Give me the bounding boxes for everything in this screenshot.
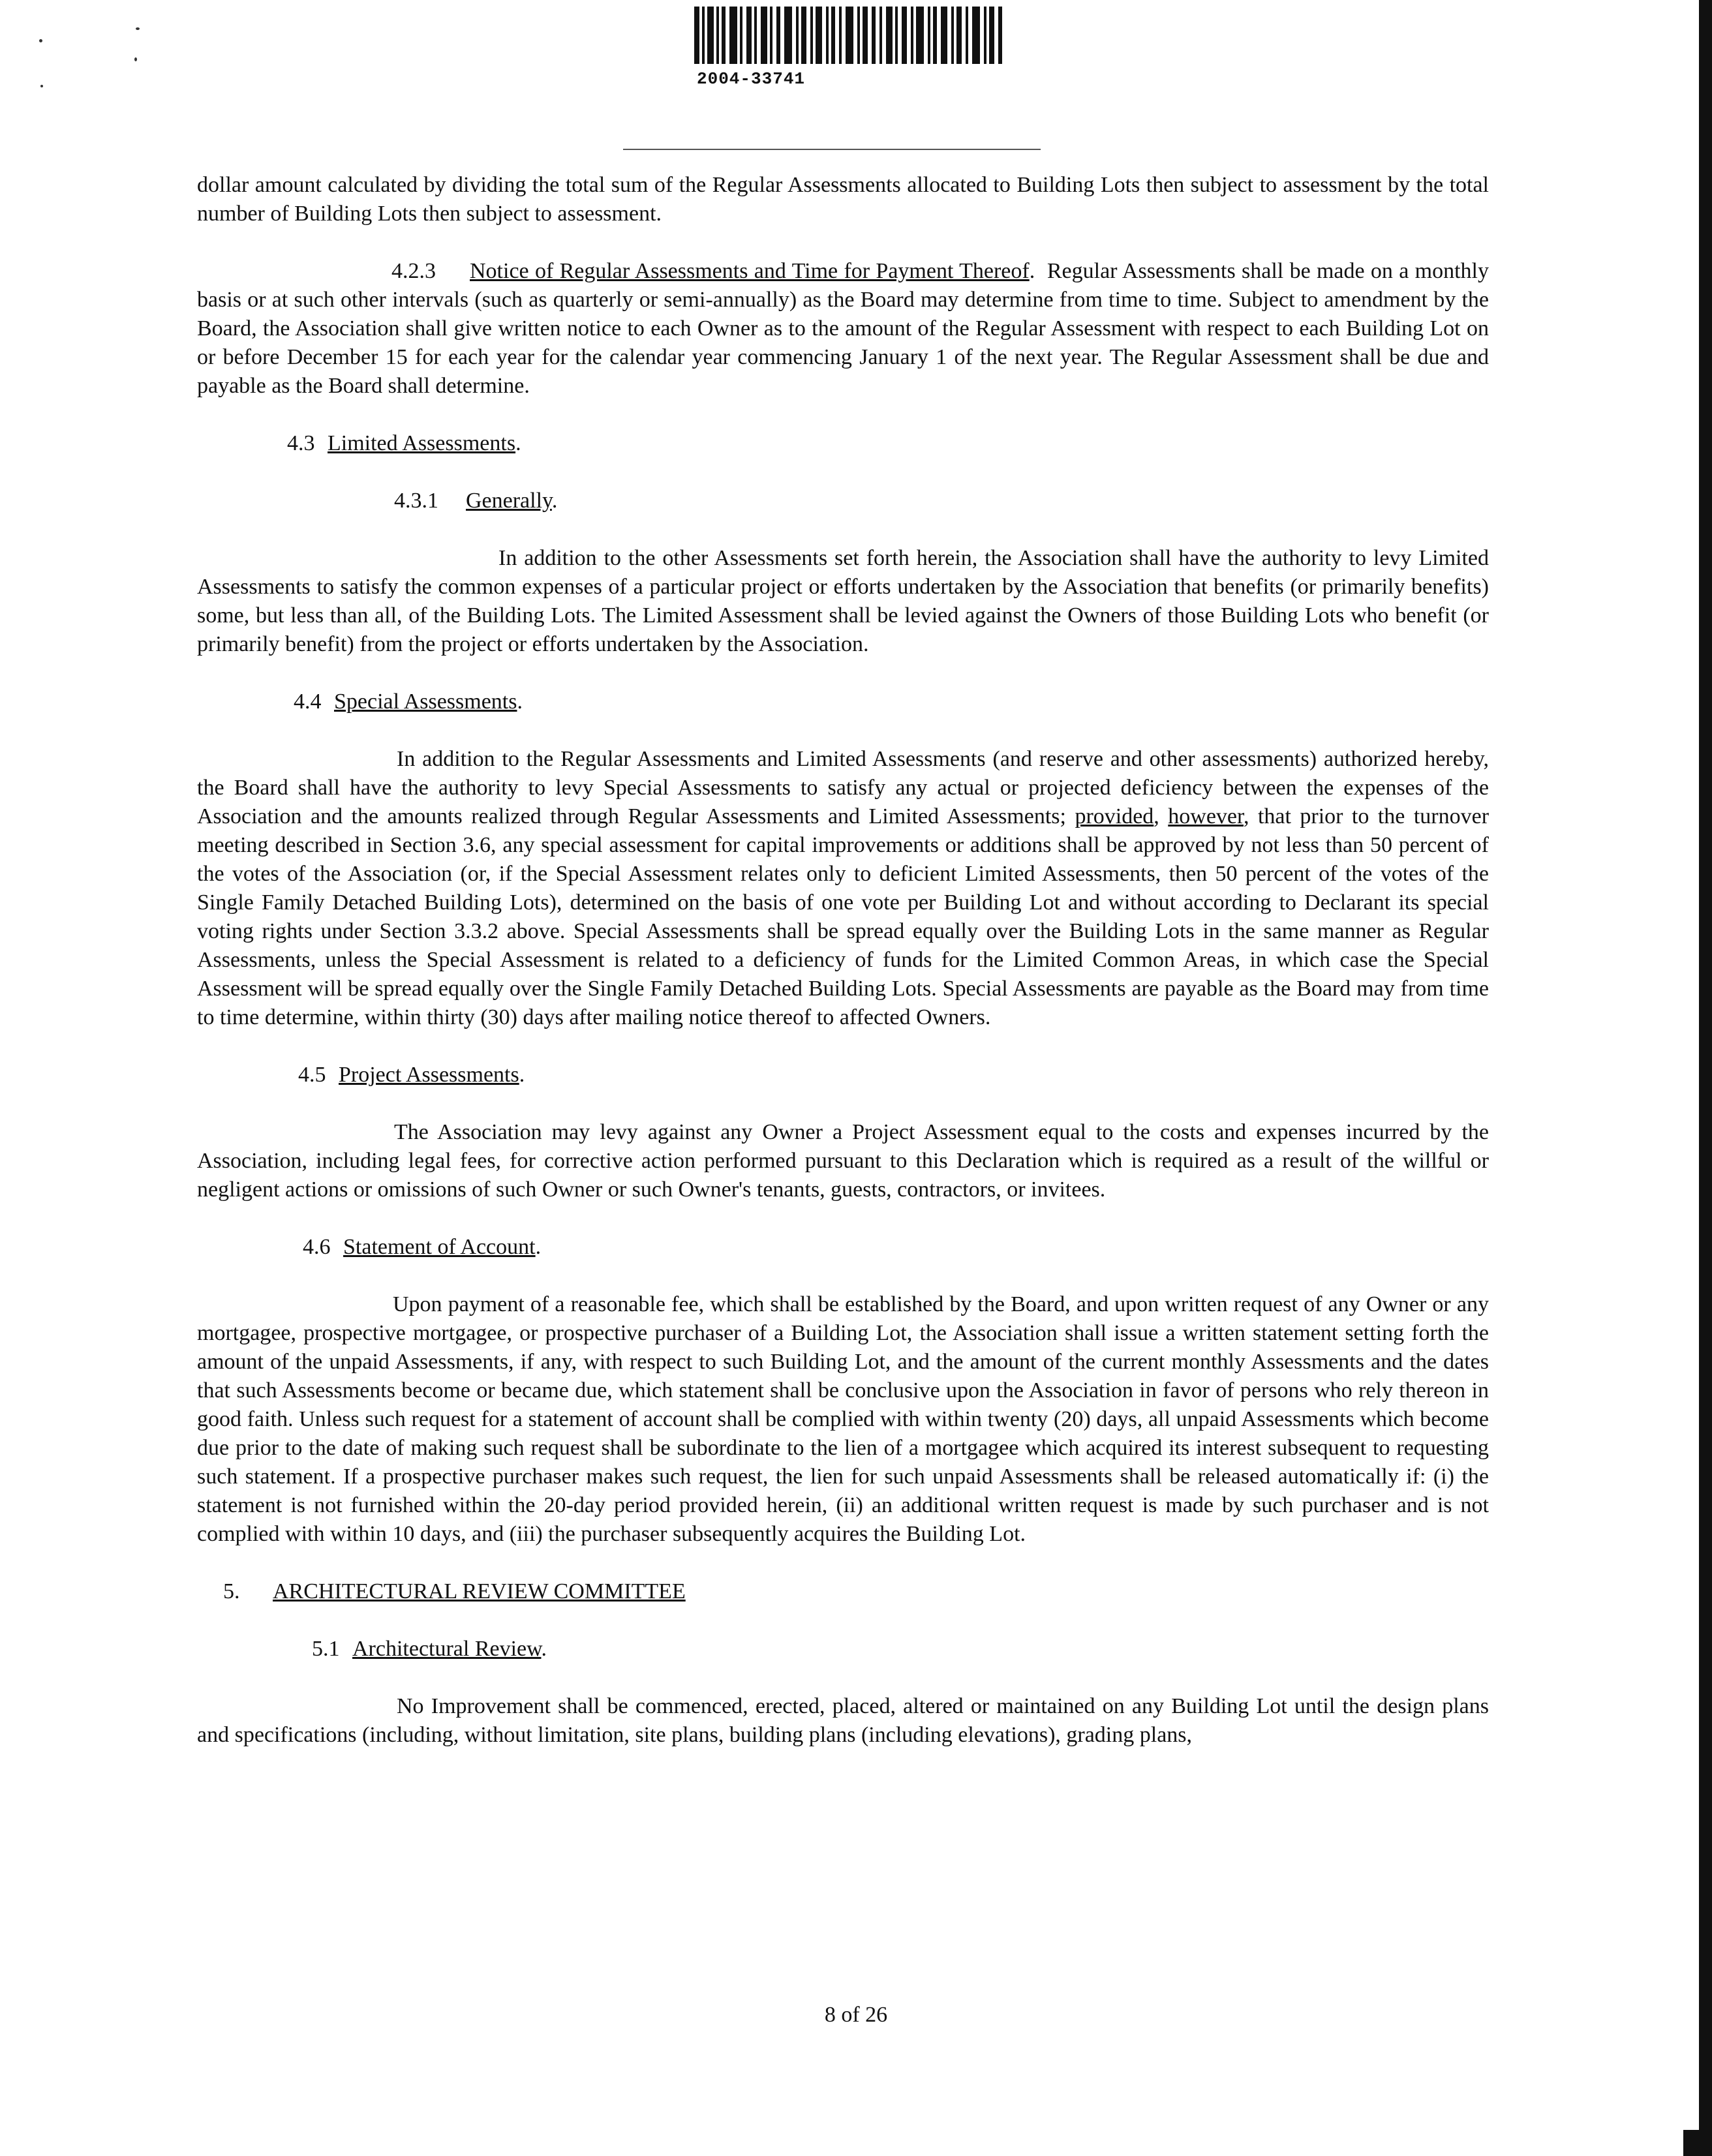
- section-4-6-heading: [197, 1233, 1489, 1262]
- section-number: 5.: [223, 1579, 240, 1603]
- title-period: .: [1029, 259, 1047, 283]
- title-period: .: [515, 431, 521, 455]
- section-number: 4.3: [287, 431, 315, 455]
- barcode-number: 2004-33741: [697, 69, 806, 89]
- section-title: Generally: [466, 489, 552, 513]
- section-4-4-heading: [197, 688, 1489, 716]
- scan-speck: [134, 57, 137, 61]
- page-number: 8 of 26: [824, 2003, 888, 2027]
- document-body: [197, 171, 1489, 1750]
- provided-term: provided: [1075, 804, 1154, 828]
- section-title: Project Assessments: [339, 1063, 519, 1087]
- section-title: Architectural Review: [352, 1637, 542, 1661]
- section-4-3-1-body: In addition to the other Assessments set forth herein, the Association shall have the authority to levy Limited Assessments to satisfy the common expenses of a particular project or efforts undertaken by the Association that benefits (or primarily benefits) some, but less than all, of the Building Lots. The Limited Assessment shall be levied against the Owners of those Building Lots who benefit (or primarily benefit) from the project or efforts undertaken by the Association.: [197, 546, 1489, 656]
- section-5-1-heading: [197, 1635, 1489, 1663]
- section-title: Notice of Regular Assessments and Time for Payment Thereof: [470, 259, 1030, 283]
- section-body: Regular Assessments shall be made on a monthly basis or at such other intervals (such as quarterly or semi-annually) as the Board may determine from time to time. Subject to amendment by the Board, the Association shall give written notice to each Owner as to the amount of the Regular Assessment with respect to each Building Lot on or before December 15 for each year for the calendar year commencing January 1 of the next year. The Regular Assessment shall be due and payable as the Board shall determine.: [197, 259, 1490, 398]
- scan-speck: [39, 39, 42, 42]
- section-4-3-1-heading: [197, 487, 1489, 515]
- continuation-paragraph: dollar amount calculated by dividing the total sum of the Regular Assessments allocated to Building Lots then subject to assessment by the total number of Building Lots then subject to assessment.: [197, 173, 1489, 226]
- section-number: 4.3.1: [394, 489, 438, 513]
- section-4-5-heading: [197, 1061, 1489, 1089]
- title-period: .: [551, 489, 558, 513]
- header-rule: [623, 149, 1041, 150]
- title-period: .: [517, 690, 523, 714]
- recording-barcode: [692, 7, 1005, 64]
- scan-border-right: [1699, 0, 1712, 2156]
- scan-border-corner: [1683, 2130, 1712, 2156]
- section-title: Statement of Account: [343, 1235, 536, 1259]
- article-5-heading: [197, 1577, 1489, 1606]
- title-period: .: [535, 1235, 542, 1259]
- scan-speck: [136, 27, 140, 30]
- section-4-2-3: [197, 257, 1489, 401]
- title-period: .: [541, 1637, 547, 1661]
- section-4-6-body: Upon payment of a reasonable fee, which shall be established by the Board, and upon written request of any Owner or any mortgagee, prospective mortgagee, or prospective purchaser of a Building Lot, the Association shall issue a written statement setting forth the amount of the unpaid Assessments, if any, with respect to such Building Lot, and the amount of the current monthly Assessments and the dates that such Assessments become or became due, which statement shall be conclusive upon the Association in favor of persons who rely thereon in good faith. Unless such request for a statement of account shall be complied with within twenty (20) days, all unpaid Assessments which become due prior to the date of making such request shall be subordinate to the lien of a mortgagee which acquired its interest subsequent to requesting such statement. If a prospective purchaser makes such request, the lien for such unpaid Assessments shall be released automatically if: (i) the statement is not furnished within the 20-day period provided herein, (ii) an additional written request is made by such purchaser and is not complied with within 10 days, and (iii) the purchaser subsequently acquires the Building Lot.: [197, 1292, 1489, 1546]
- section-title: ARCHITECTURAL REVIEW COMMITTEE: [273, 1579, 686, 1603]
- title-period: .: [519, 1063, 525, 1087]
- section-number: 4.5: [298, 1063, 326, 1087]
- section-title: Limited Assessments: [328, 431, 516, 455]
- scan-speck: [40, 85, 43, 87]
- however-term: however: [1168, 804, 1244, 828]
- section-title: Special Assessments: [334, 690, 517, 714]
- section-number: 5.1: [312, 1637, 340, 1661]
- section-4-4-body: In addition to the Regular Assessments and Limited Assessments (and reserve and other assessments) authorized hereby, the Board shall have the authority to levy Special Assessments to satisfy any actual or projected deficiency between the expenses of the Association and the amounts realized through Regular Assessments and Limited Assessments; provided, however, that prior to the turnover meeting described in Section 3.6, any special assessment for capital improvements or additions shall be approved by not less than 50 percent of the votes of the Association (or, if the Special Assessment relates only to deficient Limited Assessments, then 50 percent of the votes of the Single Family Detached Building Lots), determined on the basis of one vote per Building Lot and without according to Declarant its special voting rights under Section 3.3.2 above. Special Assessments shall be spread equally over the Building Lots in the same manner as Regular Assessments, unless the Special Assessment is related to a deficiency of funds for the Limited Common Areas, in which case the Special Assessment will be spread equally over the Single Family Detached Building Lots. Special Assessments are payable as the Board may from time to time determine, within thirty (30) days after mailing notice thereof to affected Owners.: [197, 747, 1490, 1029]
- section-number: 4.2.3: [391, 259, 436, 283]
- section-4-5-body: The Association may levy against any Owner a Project Assessment equal to the costs and expenses incurred by the Association, including legal fees, for corrective action performed pursuant to this Declaration which is required as a result of the willful or negligent actions or omissions of such Owner or such Owner's tenants, guests, contractors, or invitees.: [197, 1120, 1489, 1202]
- section-4-3: [197, 429, 1489, 458]
- section-number: 4.6: [303, 1235, 331, 1259]
- section-number: 4.4: [294, 690, 322, 714]
- section-5-1-body: No Improvement shall be commenced, erected, placed, altered or maintained on any Building Lot until the design plans and specifications (including, without limitation, site plans, building plans (including elevations), grading plans,: [197, 1694, 1489, 1747]
